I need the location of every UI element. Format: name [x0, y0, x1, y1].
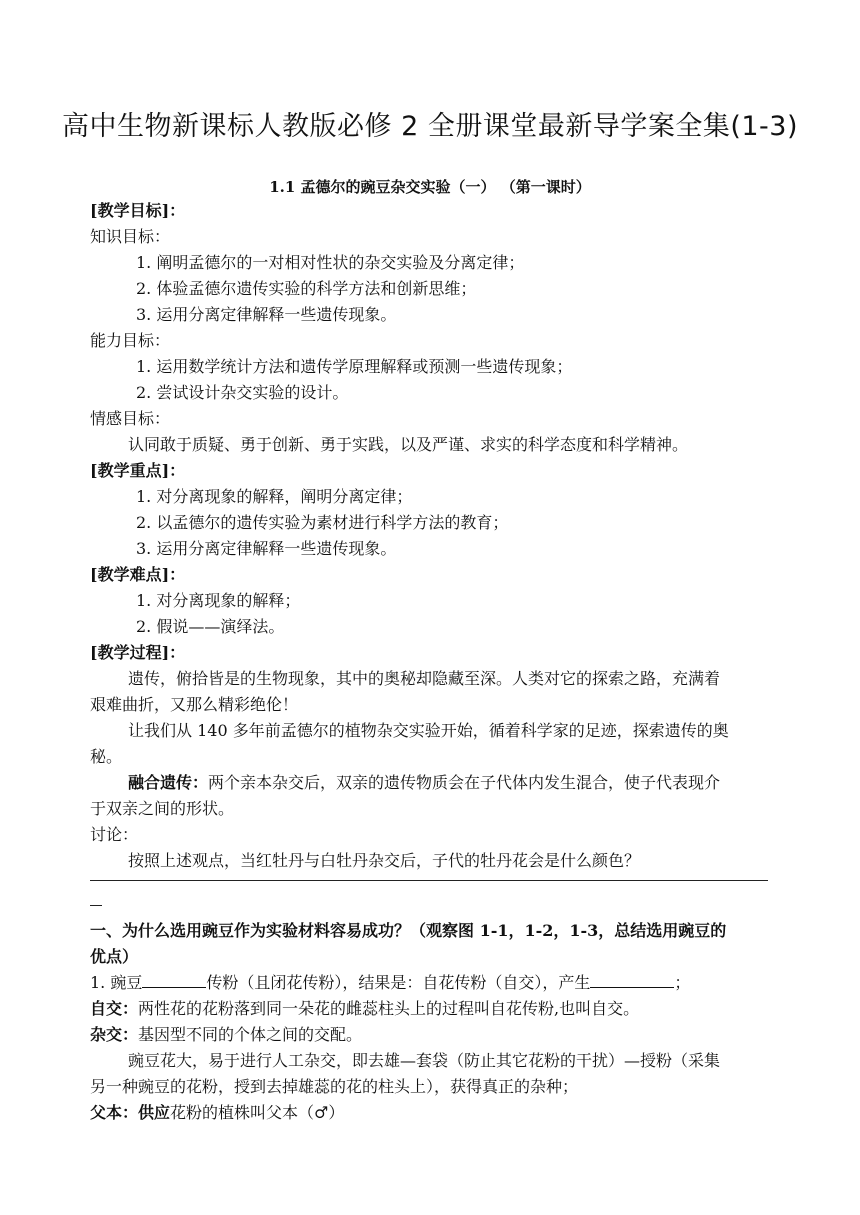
knowledge-label: 知识目标：	[90, 227, 171, 246]
part1-heading-line-1: 一、为什么选用豌豆作为实验材料容易成功？（观察图 1-1，1-2，1-3，总结选用豌豆的	[90, 921, 727, 940]
answer-line-end	[90, 905, 102, 906]
blending-inheritance-line-2: 于双亲之间的形状。	[90, 799, 235, 818]
self-pollination-definition	[90, 999, 639, 1019]
blending-term: 融合遗传：	[128, 773, 209, 792]
key-point-1: 1. 对分离现象的解释，阐明分离定律；	[136, 487, 413, 506]
question-1-part-a: 1. 豌豆	[90, 973, 143, 992]
part1-heading-line-2: 优点）	[90, 947, 139, 966]
knowledge-item-2: 2. 体验孟德尔遗传实验的科学方法和创新思维；	[136, 279, 477, 298]
ability-label: 能力目标：	[90, 331, 171, 350]
discussion-label: 讨论：	[90, 825, 139, 844]
father-term: 父本：供应	[90, 1103, 171, 1122]
knowledge-item-1: 1. 阐明孟德尔的一对相对性状的杂交实验及分离定律；	[136, 253, 525, 272]
ability-item-2: 2. 尝试设计杂交实验的设计。	[136, 383, 349, 402]
self-definition: 两性花的花粉落到同一朵花的雌蕊柱头上的过程叫自花传粉,也叫自交。	[138, 999, 640, 1018]
difficulty-2: 2. 假说——演绎法。	[136, 617, 285, 636]
blending-inheritance-line-1	[128, 773, 720, 793]
emotion-text: 认同敢于质疑、勇于创新、勇于实践，以及严谨、求实的科学态度和科学精神。	[128, 435, 689, 454]
key-point-2: 2. 以孟德尔的遗传实验为素材进行科学方法的教育；	[136, 513, 509, 532]
fill-blank-2[interactable]	[590, 973, 674, 988]
difficulties-heading: [教学难点]：	[90, 565, 186, 584]
process-heading: [教学过程]：	[90, 643, 186, 662]
question-1	[90, 973, 690, 993]
key-point-3: 3. 运用分离定律解释一些遗传现象。	[136, 539, 397, 558]
fill-blank-1[interactable]	[142, 973, 206, 988]
question-1-part-c: ；	[674, 973, 691, 992]
discussion-question: 按照上述观点，当红牡丹与白牡丹杂交后，子代的牡丹花会是什么颜色？	[128, 851, 641, 870]
pea-paragraph-line-1: 豌豆花大，易于进行人工杂交，即去雄—套袋（防止其它花粉的干扰）—授粉（采集	[128, 1051, 721, 1070]
document-title: 高中生物新课标人教版必修 2 全册课堂最新导学案全集(1-3)	[61, 111, 798, 142]
question-1-part-b: 传粉（且闭花传粉），结果是：自花传粉（自交），产生	[206, 973, 591, 992]
ability-item-1: 1. 运用数学统计方法和遗传学原理解释或预测一些遗传现象；	[136, 357, 573, 376]
process-paragraph-1-line-1: 遗传，俯拾皆是的生物现象，其中的奥秘却隐藏至深。人类对它的探索之路，充满着	[128, 669, 721, 688]
blending-definition: 两个亲本杂交后，双亲的遗传物质会在子代体内发生混合，使子代表现介	[208, 773, 721, 792]
process-paragraph-2-line-2: 秘。	[90, 747, 123, 766]
emotion-label: 情感目标：	[90, 409, 171, 428]
pea-paragraph-line-2: 另一种豌豆的花粉，授到去掉雄蕊的花的柱头上），获得真正的杂种；	[90, 1077, 579, 1096]
objectives-heading: [教学目标]：	[90, 201, 186, 220]
cross-definition	[90, 1025, 362, 1045]
cross-definition-text: 基因型不同的个体之间的交配。	[138, 1025, 363, 1044]
cross-term: 杂交：	[90, 1025, 139, 1044]
self-term: 自交：	[90, 999, 139, 1018]
process-paragraph-2-line-1: 让我们从 140 多年前孟德尔的植物杂交实验开始，循着科学家的足迹，探索遗传的奥	[128, 721, 729, 740]
answer-line	[90, 880, 768, 881]
father-definition	[90, 1103, 344, 1123]
section-title: 1.1 孟德尔的豌豆杂交实验（一） （第一课时）	[269, 178, 591, 196]
father-definition-text: 花粉的植株叫父本（♂）	[170, 1103, 345, 1122]
key-points-heading: [教学重点]：	[90, 461, 186, 480]
knowledge-item-3: 3. 运用分离定律解释一些遗传现象。	[136, 305, 397, 324]
difficulty-1: 1. 对分离现象的解释；	[136, 591, 301, 610]
process-paragraph-1-line-2: 艰难曲折，又那么精彩绝伦！	[90, 695, 299, 714]
